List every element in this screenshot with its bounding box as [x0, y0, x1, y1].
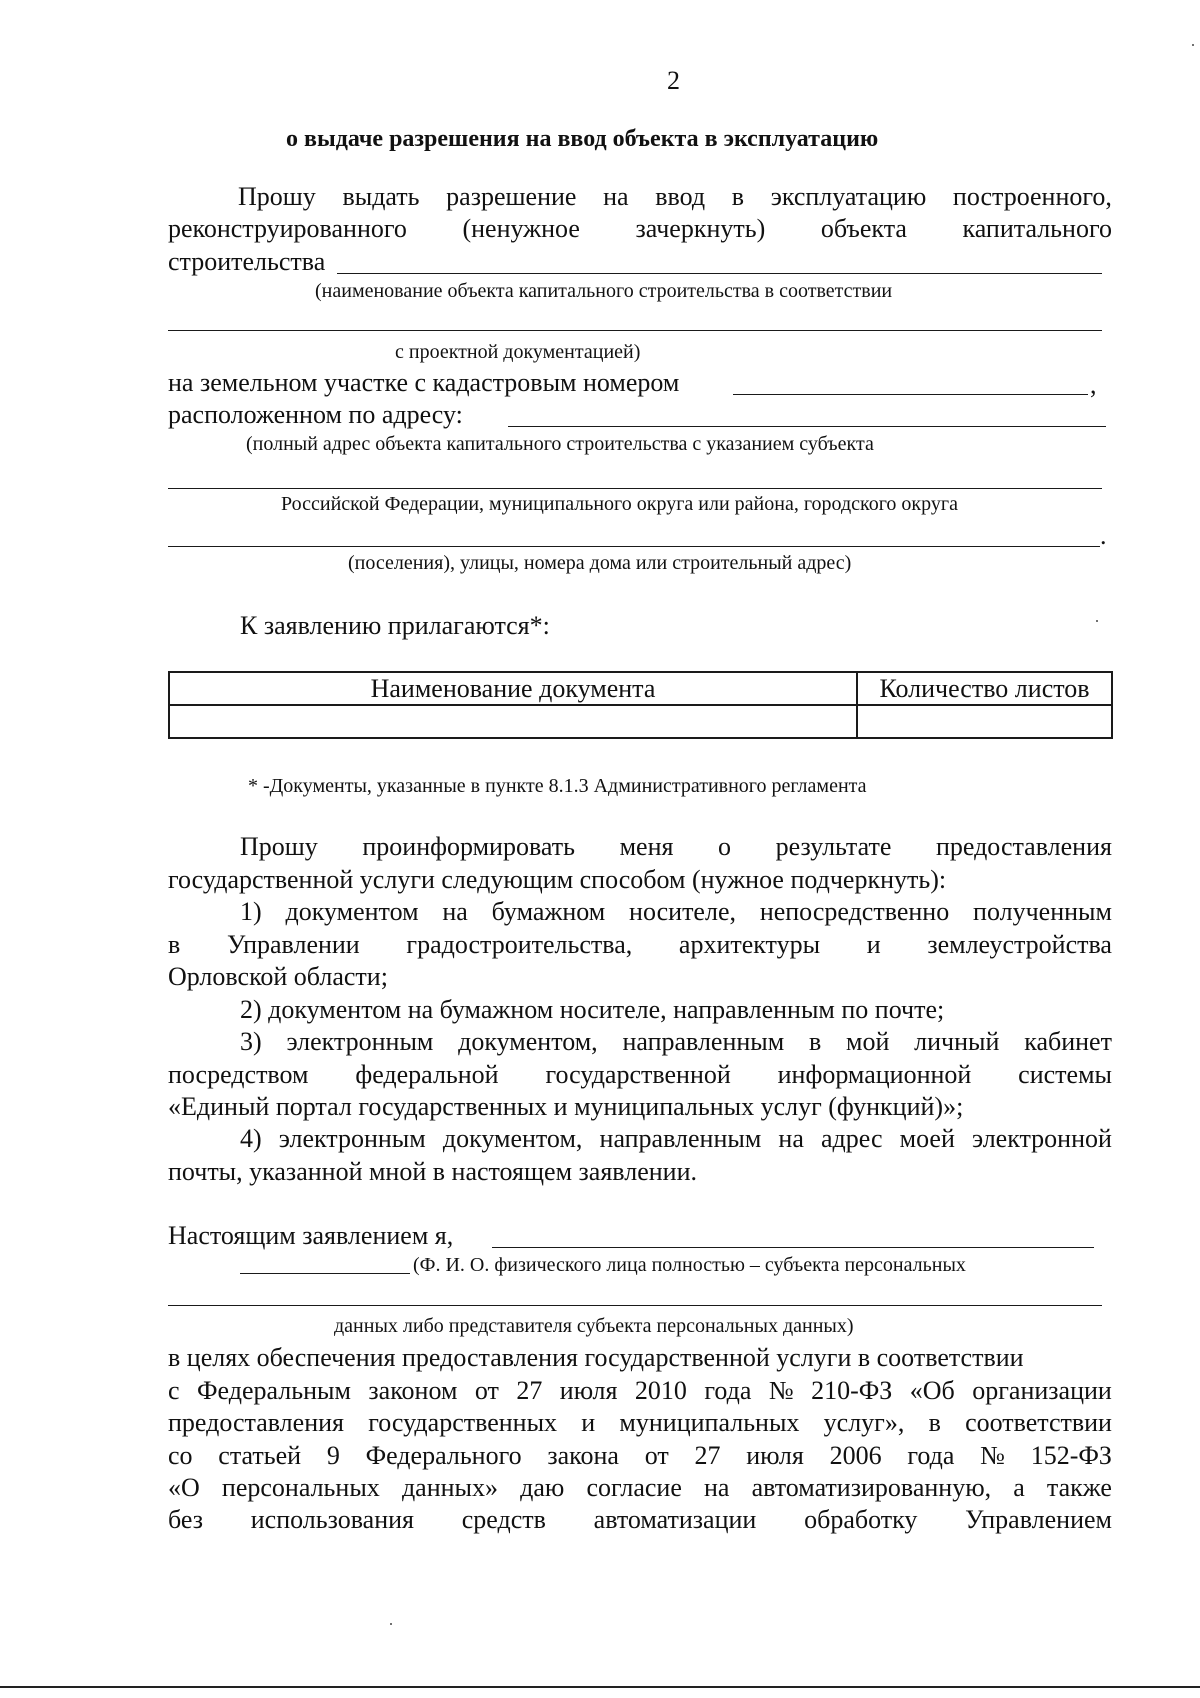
address-field-3[interactable] [168, 546, 1100, 547]
word: федеральной [355, 1060, 499, 1089]
word: объекта [820, 214, 907, 243]
word: автоматизации [593, 1505, 757, 1534]
option-1-line-2 [168, 932, 1112, 958]
word: Федерального [365, 1441, 522, 1470]
object-name-hint-1: (наименование объекта капитального строительства в соответствии [315, 280, 893, 302]
word: адрес [821, 1124, 883, 1153]
word: в [168, 930, 181, 959]
table-header-row [169, 672, 1112, 705]
document-title: о выдаче разрешения на ввод объекта в эксплуатацию [286, 126, 879, 152]
consent-line-4 [168, 1443, 1112, 1469]
inform-line-1 [240, 834, 1112, 860]
address-field-2[interactable] [168, 488, 1102, 489]
consent-label: Настоящим заявлением я, [168, 1221, 454, 1250]
word: 2006 [829, 1441, 882, 1470]
word: градостроительства, [406, 930, 633, 959]
word: посредством [168, 1060, 309, 1089]
word: услуг», [823, 1408, 905, 1437]
word: Федеральным [197, 1376, 351, 1405]
word: в [808, 1027, 822, 1056]
address-period: . [1100, 521, 1107, 550]
word: обработку [804, 1505, 918, 1534]
attachments-heading: К заявлению прилагаются*: [240, 611, 550, 640]
table-row [169, 705, 1112, 738]
address-hint-1: (полный адрес объекта капитального строительства с указанием субъекта [246, 433, 874, 455]
cadastral-label: на земельном участке с кадастровым номером [168, 368, 680, 397]
word: средств [461, 1505, 546, 1534]
word: в [928, 1408, 941, 1437]
word: статьей [218, 1441, 302, 1470]
option-2: 2) документом на бумажном носителе, направленным по почте; [240, 995, 945, 1024]
word: Прошу [238, 182, 316, 211]
word: землеустройства [927, 930, 1112, 959]
page-number: 2 [667, 66, 680, 95]
word: системы [1018, 1060, 1112, 1089]
word: о [718, 832, 732, 861]
word: 27 [694, 1441, 721, 1470]
word: в [731, 182, 745, 211]
attachments-table [168, 671, 1113, 739]
word: государственных [368, 1408, 558, 1437]
word: а [1013, 1473, 1025, 1502]
word: предоставления [168, 1408, 344, 1437]
full-name-field[interactable] [492, 1247, 1094, 1248]
word: июля [559, 1376, 618, 1405]
consent-line-1: в целях обеспечения предоставления государственной услуги в соответствии [168, 1343, 1024, 1372]
object-name-field-2[interactable] [168, 330, 1102, 331]
word: 9 [326, 1441, 340, 1470]
word: от [474, 1376, 499, 1405]
word: направленным [622, 1027, 785, 1056]
word: года [907, 1441, 955, 1470]
request-line-3: строительства [168, 247, 326, 276]
consent-line-2 [168, 1378, 1112, 1404]
word: муниципальных [619, 1408, 800, 1437]
attachments-footnote: * -Документы, указанные в пункте 8.1.3 Административного регламента [248, 775, 867, 797]
word: Управлении [226, 930, 360, 959]
word: ввод [655, 182, 706, 211]
option-1-line-3: Орловской области; [168, 962, 388, 991]
word: зачеркнуть) [635, 214, 766, 243]
word: выдать [342, 182, 420, 211]
address-label: расположенном по адресу: [168, 400, 463, 429]
word: 27 [516, 1376, 543, 1405]
address-field-1[interactable] [508, 426, 1106, 427]
inform-line-2: государственной услуги следующим способом (нужное подчеркнуть): [168, 865, 947, 894]
word: 3) [240, 1027, 262, 1056]
word: (ненужное [462, 214, 580, 243]
option-3-line-3: «Единый портал государственных и муниципальных услуг (функций)»; [168, 1092, 964, 1121]
word: результате [775, 832, 892, 861]
option-4-line-2: почты, указанной мной в настоящем заявлении. [168, 1157, 697, 1186]
word: направленным [599, 1124, 762, 1153]
header-document-name: Наименование документа [169, 672, 857, 705]
word: на [442, 897, 468, 926]
page-bottom-edge [0, 1686, 1200, 1688]
cadastral-number-field[interactable] [733, 394, 1088, 395]
word: организации [972, 1376, 1112, 1405]
word: даю [520, 1473, 565, 1502]
word: предоставления [935, 832, 1112, 861]
object-name-hint-2: с проектной документацией) [395, 341, 641, 363]
option-3-line-2 [168, 1062, 1112, 1088]
full-name-field-2[interactable] [168, 1305, 1102, 1306]
word: соответствии [965, 1408, 1112, 1437]
word: использования [250, 1505, 415, 1534]
request-line-2 [168, 216, 1112, 242]
word: полученным [973, 897, 1112, 926]
word: моей [899, 1124, 955, 1153]
word: построенного, [952, 182, 1112, 211]
word: кабинет [1024, 1027, 1112, 1056]
word: документом, [458, 1027, 598, 1056]
cadastral-comma: , [1090, 370, 1097, 399]
consent-line-6 [168, 1507, 1112, 1533]
option-1-line-1 [240, 899, 1112, 925]
consent-line-3 [168, 1410, 1112, 1436]
word: Управлением [965, 1505, 1112, 1534]
word: законом [368, 1376, 458, 1405]
scan-speck [390, 1623, 392, 1625]
word: также [1046, 1473, 1112, 1502]
word: согласие [586, 1473, 682, 1502]
request-line-1 [238, 184, 1112, 210]
document-name-cell[interactable] [169, 705, 857, 738]
word: документом, [442, 1124, 583, 1153]
word: мой [846, 1027, 890, 1056]
word: информационной [777, 1060, 972, 1089]
word: архитектуры [678, 930, 821, 959]
word: без [168, 1505, 204, 1534]
word: автоматизированную, [751, 1473, 992, 1502]
word: документом [285, 897, 419, 926]
header-sheet-count: Количество листов [857, 672, 1112, 705]
word: персональных [221, 1473, 380, 1502]
word: «О [168, 1473, 200, 1502]
word: «Об [909, 1376, 955, 1405]
consent-line-5 [168, 1475, 1112, 1501]
word: 210-ФЗ [811, 1376, 893, 1405]
word: меня [619, 832, 674, 861]
full-name-field-lead[interactable] [240, 1273, 410, 1274]
word: на [778, 1124, 804, 1153]
word: электронным [278, 1124, 426, 1153]
full-name-hint-2: данных либо представителя субъекта персональных данных) [334, 1315, 854, 1337]
word: реконструированного [168, 214, 407, 243]
word: июля [746, 1441, 804, 1470]
word: № [980, 1441, 1005, 1470]
word: личный [914, 1027, 1000, 1056]
word: на [704, 1473, 730, 1502]
sheet-count-cell[interactable] [857, 705, 1112, 738]
word: данных» [401, 1473, 499, 1502]
object-name-field[interactable] [337, 273, 1102, 274]
full-name-hint-1: (Ф. И. О. физического лица полностью – субъекта персональных [413, 1254, 966, 1276]
word: разрешение [446, 182, 577, 211]
word: непосредственно [759, 897, 950, 926]
word: и [866, 930, 881, 959]
word: и [581, 1408, 596, 1437]
address-hint-2: Российской Федерации, муниципального округа или района, городского округа [281, 493, 958, 515]
option-3-line-1 [240, 1029, 1112, 1055]
word: со [168, 1441, 193, 1470]
word: бумажном [491, 897, 606, 926]
word: от [644, 1441, 669, 1470]
scan-speck [1096, 620, 1098, 622]
word: № [768, 1376, 794, 1405]
word: капитального [962, 214, 1112, 243]
address-hint-3: (поселения), улицы, номера дома или строительный адрес) [348, 552, 852, 574]
word: 1) [240, 897, 262, 926]
word: электронной [972, 1124, 1112, 1153]
scan-speck [1192, 44, 1194, 46]
option-4-line-1 [240, 1126, 1112, 1152]
word: проинформировать [362, 832, 575, 861]
word: носителе, [629, 897, 736, 926]
word: с [168, 1376, 180, 1405]
word: 4) [240, 1124, 262, 1153]
word: на [603, 182, 629, 211]
word: года [704, 1376, 752, 1405]
word: 152-ФЗ [1030, 1441, 1112, 1470]
word: государственной [545, 1060, 731, 1089]
word: закона [547, 1441, 619, 1470]
word: 2010 [634, 1376, 687, 1405]
word: эксплуатацию [770, 182, 927, 211]
word: электронным [286, 1027, 434, 1056]
word: Прошу [240, 832, 318, 861]
